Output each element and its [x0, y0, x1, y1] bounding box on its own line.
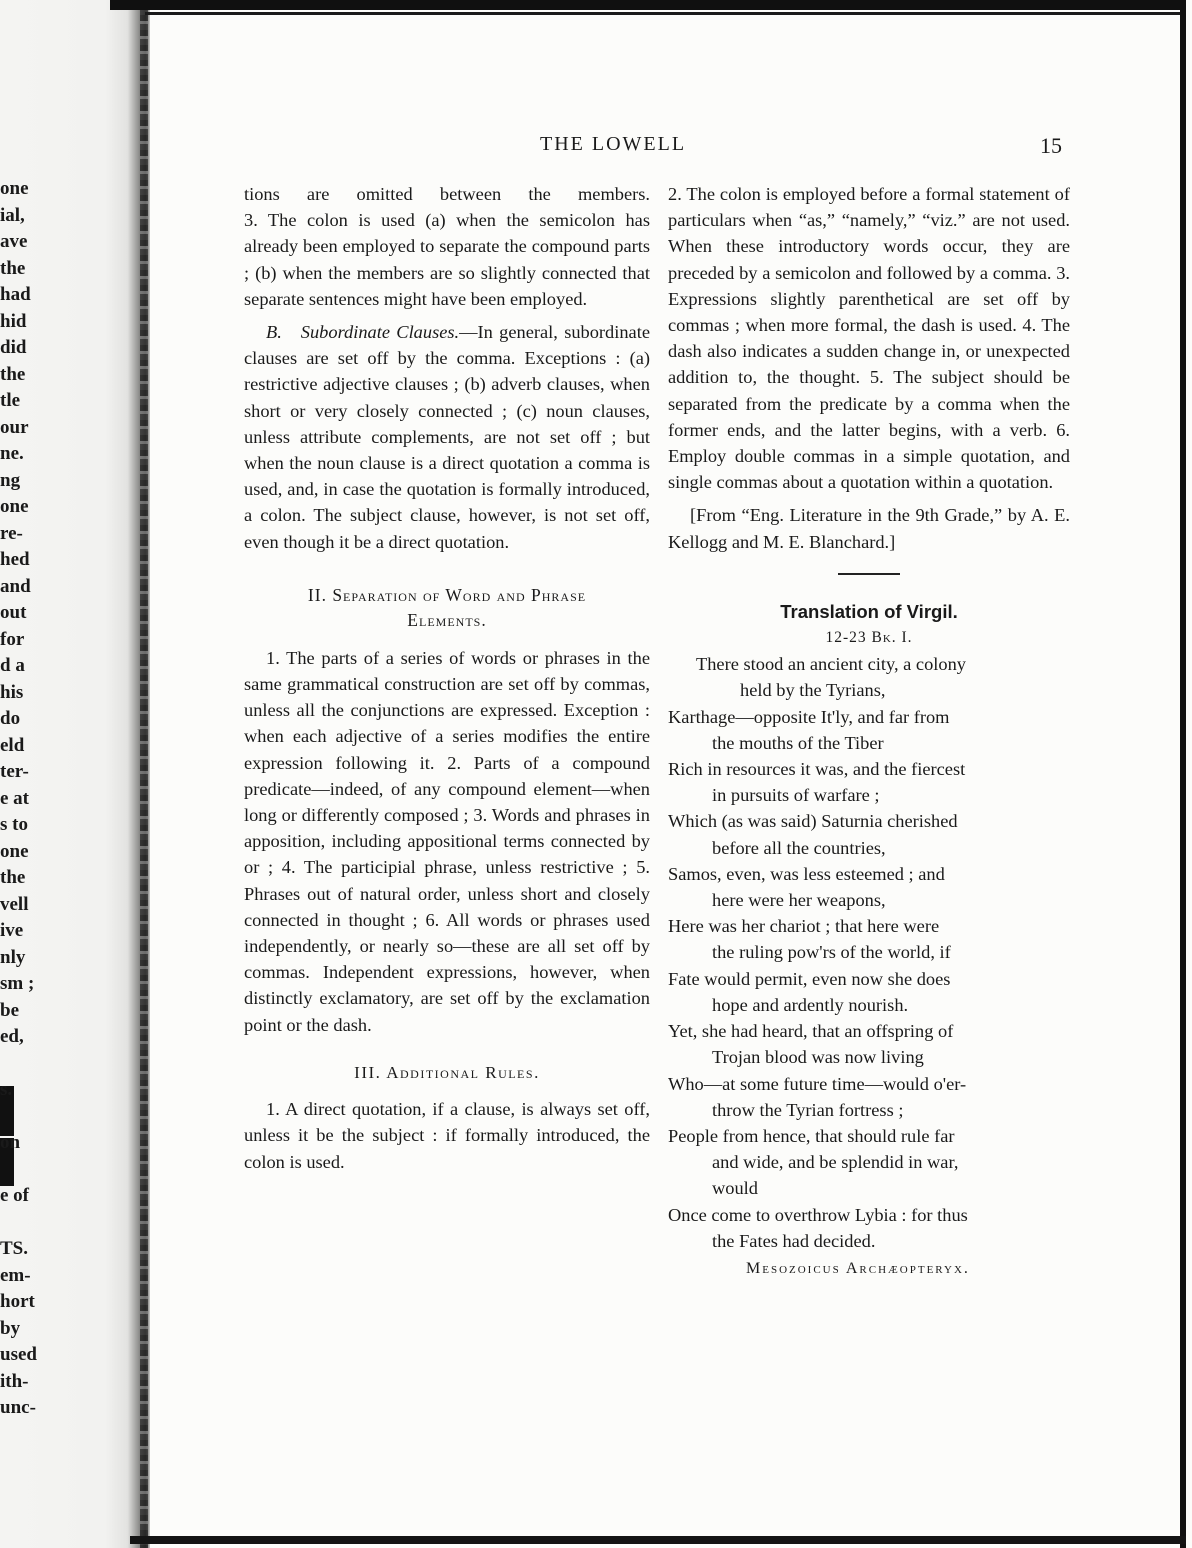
poem-line-continuation: the mouths of the Tiber	[712, 732, 884, 753]
previous-page-fragment: unc-	[0, 1397, 36, 1418]
section-heading-iii: III. Additional Rules.	[354, 1062, 540, 1082]
previous-page-fragment: the	[0, 257, 26, 279]
previous-page-fragment: e of	[0, 1185, 30, 1206]
binding-shadow	[140, 0, 148, 1548]
paragraph-text: —In general, subordinate clauses are set off by the comma. Exceptions : (a) restrictive adjective clauses ; (b) adverb clauses, when short or very closely connected ; (c) noun clauses, unless attribute complements, are not set off ; but when the noun clause is a direct quotation a comma is used, and, in case the quotation is formally introduced, a colon. The subject clause, however, is not set off, even though it be a direct quotation.	[244, 322, 650, 552]
scan-border-top	[110, 0, 1182, 10]
previous-page-fragment: hort	[0, 1291, 35, 1312]
previous-page-fragment: ith-	[0, 1370, 29, 1392]
previous-page-fragment: ne.	[0, 443, 24, 464]
paragraph: 2. The colon is employed before a formal statement of particulars when “as,” “namely,” “viz.” are not used. When these introductory words occur, they are preceded by a semicolon and followed by a comma. 3. Expressions slightly parenthetical are set off by commas ; when more formal, the dash is used. 4. The dash also indicates a sudden change in, or unexpected addition to, the thought. 5. The subject should be separated from the predicate by a comma when the former ends, and the latter begins, with a verb. 6. Employ double commas in a simple quotation, and single commas about a quotation within a quotation.	[668, 184, 1070, 493]
previous-page-fragment: tle	[0, 390, 21, 411]
poem-subtitle: 12-23 Bk. I.	[825, 629, 913, 647]
previous-page-fragment: be	[0, 999, 19, 1021]
previous-page-fragment: the	[0, 867, 26, 888]
previous-page-fragment: sm ;	[0, 973, 35, 994]
previous-page-fragment: e at	[0, 787, 30, 809]
previous-page-fragment: for	[0, 628, 25, 650]
poem-line: Fate would permit, even now she does	[668, 968, 951, 989]
previous-page-fragment	[0, 1051, 80, 1078]
poem-signature: Mesozoicus Archæopteryx.	[746, 1259, 970, 1277]
previous-page-fragment: out	[0, 602, 27, 623]
poem-line: There stood an ancient city, a colony	[696, 654, 966, 675]
paragraph: tions are omitted between the members.	[244, 184, 650, 204]
previous-page-fragment: s to	[0, 814, 28, 835]
poem-line: Which (as was said) Saturnia cherished	[668, 811, 958, 832]
poem-line-continuation: in pursuits of warfare ;	[712, 785, 880, 806]
previous-page-fragment: nly	[0, 946, 26, 968]
previous-page-fragment: had	[0, 284, 31, 305]
poem-line-continuation: held by the Tyrians,	[740, 680, 886, 701]
previous-page-fragment: one	[0, 178, 29, 199]
poem-line: Samos, even, was less esteemed ; and	[668, 863, 945, 884]
previous-page-fragment: hid	[0, 310, 27, 332]
previous-page-fragment: vell	[0, 893, 29, 915]
paragraph: 3. The colon is used (a) when the semicolon has already been employed to separate the compound parts ; (b) when the members are so slightly connected that separate sentences might have been employed.	[244, 210, 650, 309]
spacer	[288, 322, 301, 342]
previous-page-fragment: re-	[0, 522, 23, 544]
scan-border-bottom	[130, 1536, 1186, 1544]
poem-line-continuation: would	[712, 1178, 758, 1199]
previous-page-fragment: s.	[0, 1079, 13, 1100]
paragraph: 1. The parts of a series of words or phrases in the same grammatical construction are set off by commas, unless all the conjunctions are expressed. Exception : when each adjective of a series modifies the entire expression following it. 2. Parts of a compound predicate—indeed, of any compound element—when long or differently composed ; 3. Words and phrases in apposition, including appositional terms connected by or ; 4. The participial phrase, unless restrictive ; 5. Phrases out of natural order, unless short and closely connected in thought ; 6. All words or phrases used independently, or nearly so—these are all set off by commas. Independent expressions, however, when distinctly exclamatory, are set off by the exclamation point or the dash.	[244, 647, 650, 1035]
previous-page-fragment: d a	[0, 655, 25, 676]
poem-line-continuation: the Fates had decided.	[712, 1230, 876, 1251]
poem-line-continuation: throw the Tyrian fortress ;	[712, 1099, 904, 1120]
poem-line-continuation: here were her weapons,	[712, 890, 886, 911]
previous-page-fragment: did	[0, 337, 27, 358]
poem-line: Once come to overthrow Lybia : for thus	[668, 1204, 968, 1225]
previous-page-fragment: ial,	[0, 204, 25, 226]
poem-line: People from hence, that should rule far	[668, 1125, 955, 1146]
poem-line: Yet, she had heard, that an offspring of	[668, 1021, 954, 1042]
left-column	[244, 181, 650, 1175]
section-heading-line: II. Separation of Word and Phrase	[307, 584, 587, 605]
section-subheading: Subordinate Clauses.	[300, 322, 460, 343]
poem-line-continuation: hope and ardently nourish.	[712, 994, 909, 1015]
previous-page-fragment: hed	[0, 549, 30, 570]
paragraph: 1. A direct quotation, if a clause, is always set off, unless it be the subject : if formally introduced, the colon is used.	[244, 1099, 650, 1172]
previous-page-fragment: and	[0, 575, 31, 597]
previous-page-fragment: our	[0, 416, 29, 438]
previous-page-fragment: TS.	[0, 1238, 28, 1259]
section-heading-ii	[244, 583, 650, 633]
previous-page-fragment: one	[0, 496, 29, 517]
source-citation: [From “Eng. Literature in the 9th Grade,” by A. E. Kellogg and M. E. Blanchard.]	[668, 505, 1070, 552]
poem-body	[668, 651, 1070, 1254]
divider-rule	[838, 573, 900, 575]
poem-line: Here was her chariot ; that here were	[668, 916, 940, 937]
previous-page-fragment	[0, 1157, 80, 1184]
previous-page-fragment	[0, 1104, 80, 1131]
previous-page-fragment: eld	[0, 734, 25, 756]
previous-page-fragment: ive	[0, 920, 24, 941]
previous-page-fragment: one	[0, 840, 29, 862]
poem-title: Translation of Virgil.	[780, 600, 958, 622]
poem-line-continuation: the ruling pow'rs of the world, if	[712, 942, 951, 963]
previous-page-fragment: em-	[0, 1264, 31, 1286]
previous-page-fragment: the	[0, 363, 26, 385]
poem-line: Who—at some future time—would o'er-	[668, 1073, 967, 1094]
previous-page-fragment: used	[0, 1344, 37, 1365]
running-head: THE LOWELL	[540, 133, 687, 155]
previous-page-fragment: his	[0, 681, 24, 703]
previous-page-fragment: on	[0, 1132, 21, 1153]
poem-line-continuation: before all the countries,	[712, 837, 886, 858]
poem-line: Rich in resources it was, and the fiercest	[668, 759, 966, 780]
previous-page-fragment: ave	[0, 231, 28, 252]
section-label: B.	[266, 322, 282, 343]
previous-page-fragment: ng	[0, 469, 21, 491]
poem-line: Karthage—opposite It'ly, and far from	[668, 706, 950, 727]
previous-page-fragment: ter-	[0, 761, 29, 782]
right-column	[668, 181, 1070, 1282]
scan-border-top-line	[145, 12, 1182, 15]
previous-page-fragment	[0, 1210, 80, 1237]
poem-line-continuation: Trojan blood was now living	[712, 1047, 924, 1068]
scan-border-right	[1180, 0, 1186, 1548]
paragraph-subordinate-clauses	[244, 319, 650, 555]
previous-page-edge-text	[0, 176, 80, 1422]
previous-page-fragment: do	[0, 708, 21, 729]
section-heading-line: Elements.	[407, 609, 487, 630]
poem-line-continuation: and wide, and be splendid in war,	[712, 1152, 959, 1173]
previous-page-fragment: ed,	[0, 1026, 24, 1047]
previous-page-fragment: by	[0, 1317, 21, 1339]
page-number: 15	[1040, 133, 1062, 158]
